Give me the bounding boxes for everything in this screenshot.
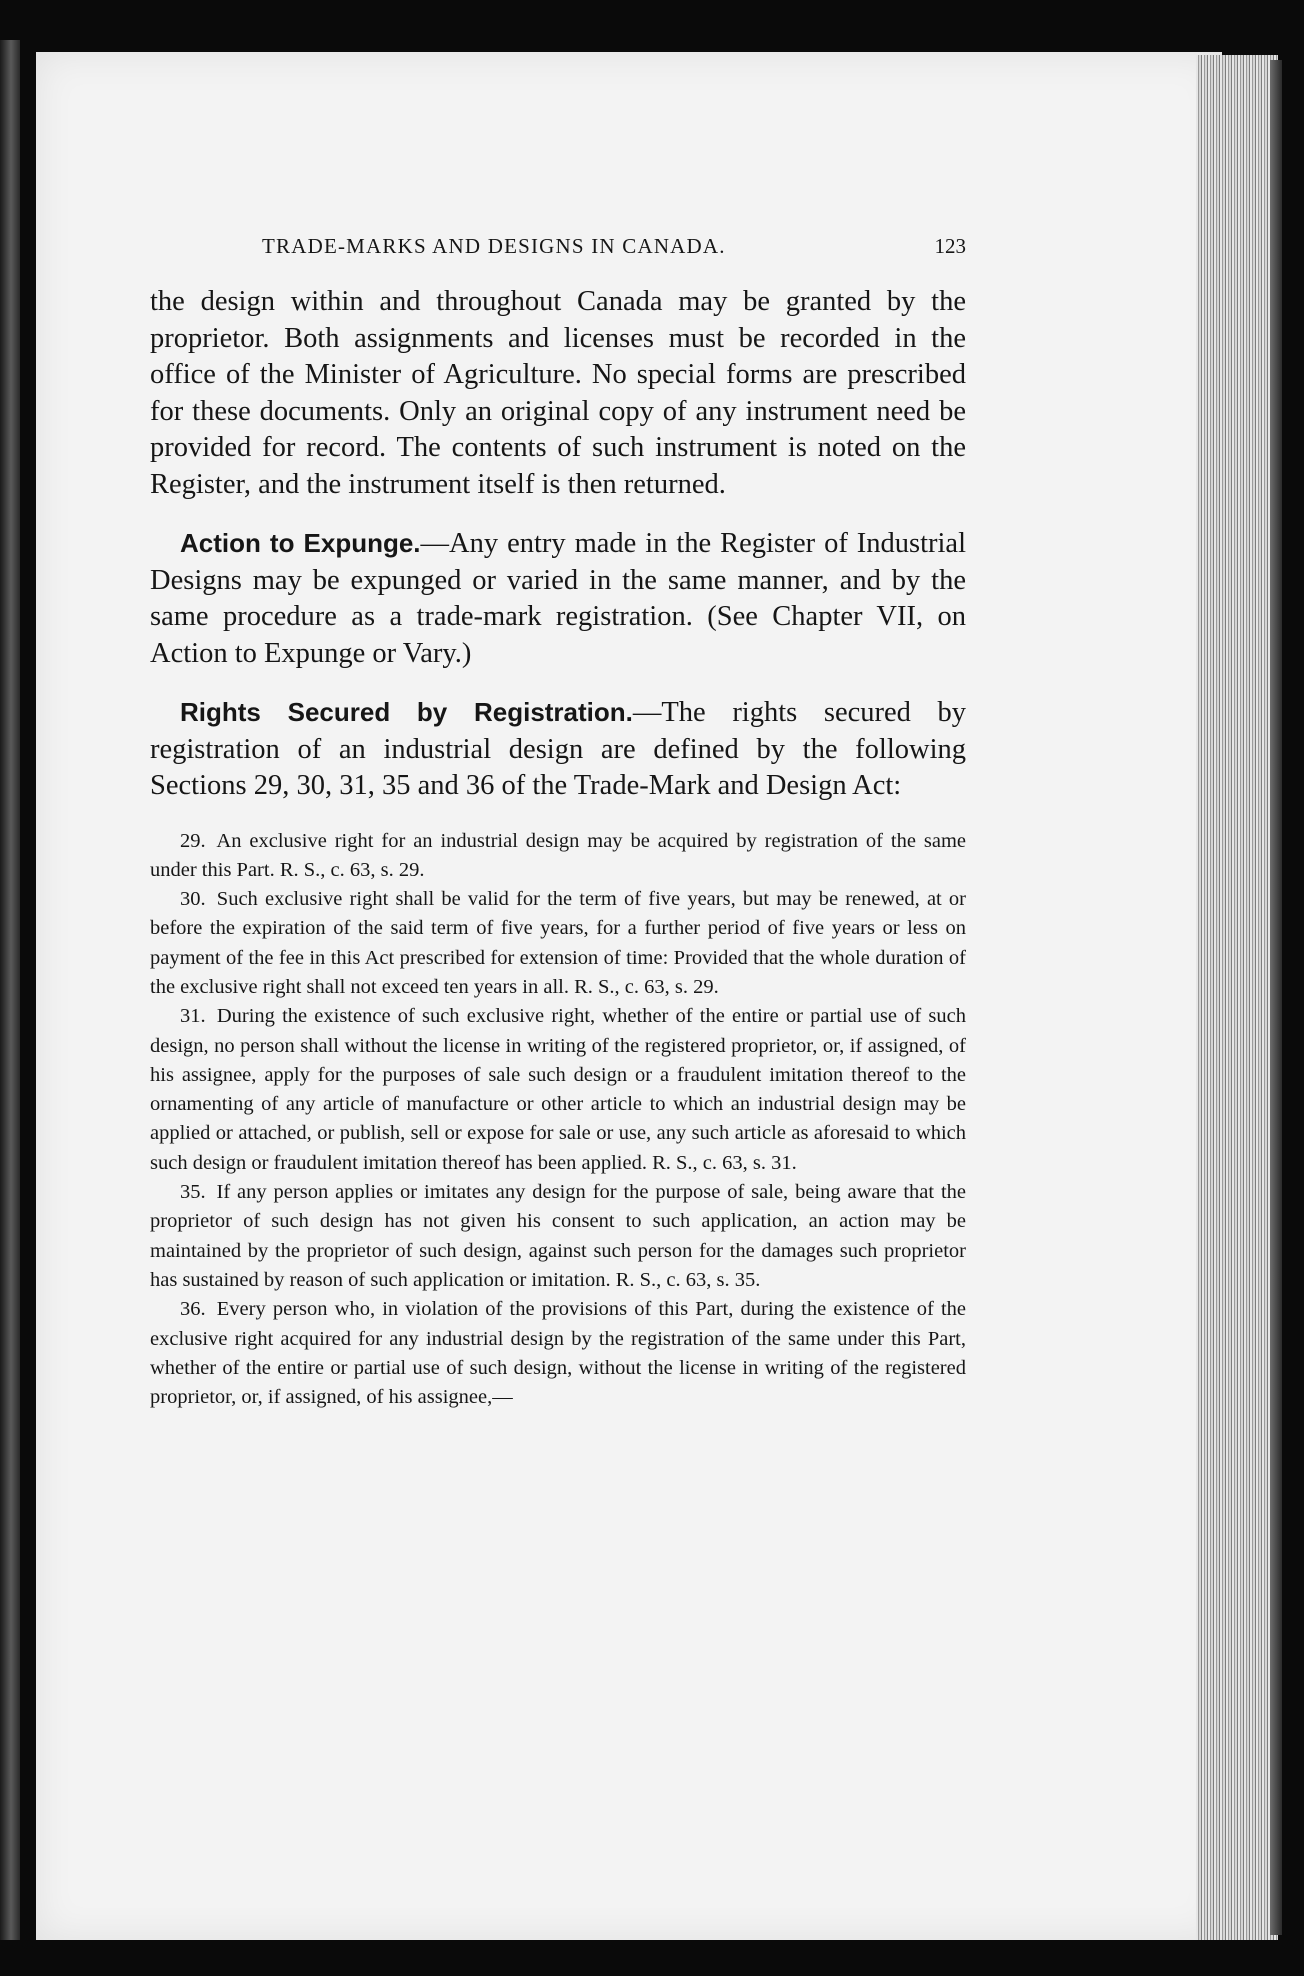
- section-text: An exclusive right for an industrial design may be acquired by registration of the same under this Part. R. S., c. 63, s. 29.: [150, 829, 966, 881]
- statute-sections: [150, 827, 966, 1413]
- section-number: 31.: [180, 1005, 206, 1028]
- page-content: [150, 228, 966, 1412]
- section-number: 36.: [180, 1298, 206, 1321]
- section-30: [150, 885, 966, 1002]
- rights-text: —The rights secured by registration of an industrial design are defined by the following Sections 29, 30, 31, 35 and 36 of the Trade-Mark and Design Act:: [150, 697, 966, 801]
- running-head: [150, 228, 966, 264]
- section-31: [150, 1002, 966, 1178]
- page-edges: [1196, 55, 1278, 1940]
- book-binding: [0, 40, 20, 1940]
- section-29: [150, 827, 966, 886]
- expunge-text: —Any entry made in the Register of Industrial Designs may be expunged or varied in the same manner, and by the same procedure as a trade-mark registration. (See Chapter VII, on Action to Expunge or Vary.): [150, 528, 966, 669]
- intro-paragraph: the design within and throughout Canada may be granted by the proprietor. Both assignments and licenses must be recorded in the office of the Minister of Agriculture. No special forms are prescribed for these documents. Only an original copy of any instrument need be provided for record. The contents of such instrument is noted on the Register, and the instrument itself is then returned.: [150, 286, 966, 500]
- page-edges-shadow: [1270, 60, 1282, 1935]
- section-text: Every person who, in violation of the provisions of this Part, during the existence of the exclusive right acquired for any industrial design by the registration of the same under this Part, whether of the entire or partial use of such design, without the license in writing of the registered proprietor, or, if assigned, of his assignee,—: [150, 1298, 966, 1409]
- section-number: 30.: [180, 888, 206, 911]
- section-number: 35.: [180, 1181, 206, 1204]
- expunge-paragraph: [150, 525, 966, 672]
- expunge-heading: Action to Expunge.: [180, 528, 421, 558]
- section-36: [150, 1295, 966, 1412]
- rights-heading: Rights Secured by Registration.: [180, 697, 633, 727]
- section-35: [150, 1178, 966, 1295]
- section-text: During the existence of such exclusive right, whether of the entire or partial use of such design, no person shall without the license in writing of the registered proprietor, or, if assigned, of his assignee, apply for the purposes of sale such design or a fraudulent imitation thereof to the ornamenting of any article of manufacture or other article to which an industrial design may be applied or attached, or publish, sell or expose for sale or use, any such article as aforesaid to which such design or fraudulent imitation thereof has been applied. R. S., c. 63, s. 31.: [150, 1005, 967, 1174]
- page-number: 123: [934, 234, 966, 258]
- section-number: 29.: [180, 829, 206, 852]
- rights-paragraph: [150, 694, 966, 805]
- running-head-title: TRADE-MARKS AND DESIGNS IN CANADA.: [262, 234, 726, 258]
- section-text: Such exclusive right shall be valid for the term of five years, but may be renewed, at or before the expiration of the said term of five years, for a further period of five years or less on payment of the fee in this Act prescribed for extension of time: Provided that the whole duration of the exclusive right shall not exceed ten years in all. R. S., c. 63, s. 29.: [150, 888, 966, 998]
- section-text: If any person applies or imitates any design for the purpose of sale, being aware that the proprietor of such design has not given his consent to such application, an action may be maintained by the proprietor of such design, against such person for the damages such proprietor has sustained by reason of such application or imitation. R. S., c. 63, s. 35.: [150, 1181, 966, 1291]
